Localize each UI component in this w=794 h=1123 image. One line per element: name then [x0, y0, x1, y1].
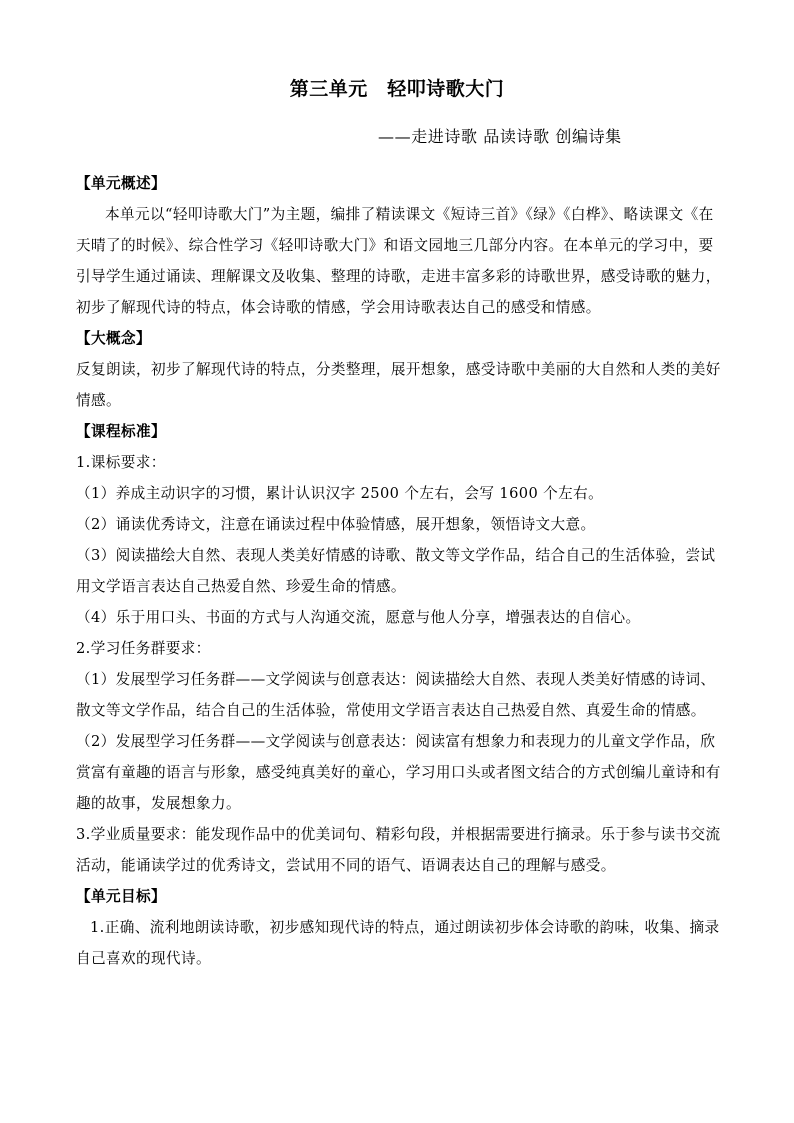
- section-heading-big-concept: 【大概念】: [76, 330, 151, 347]
- standards-item2-title: 2.学习任务群要求：: [76, 640, 211, 657]
- document-body: [76, 168, 728, 974]
- standards-item3: 3.学业质量要求：能发现作品中的优美词句、精彩句段，并根据需要进行摘录。乐于参与读书交流活动，能诵读学过的优秀诗文，尝试用不同的语气、语调表达自己的理解与感受。: [76, 826, 721, 874]
- goals-item1: 1.正确、流利地朗读诗歌，初步感知现代诗的特点，通过朗读初步体会诗歌的韵味，收集、摘录自己喜欢的现代诗。: [76, 919, 720, 967]
- section-heading-overview: 【单元概述】: [76, 175, 166, 192]
- standards-item1-sub: （2）诵读优秀诗文，注意在诵读过程中体验情感，展开想象，领悟诗文大意。: [76, 516, 596, 533]
- standards-item1-sub: （4）乐于用口头、书面的方式与人沟通交流，愿意与他人分享，增强表达的自信心。: [76, 609, 641, 626]
- standards-item2-sub: （1）发展型学习任务群——文学阅读与创意表达：阅读描绘大自然、表现人类美好情感的诗词、散文等文学作品，结合自己的生活体验，常使用文学语言表达自己热爱自然、真爱生命的情感。: [76, 671, 716, 719]
- standards-item1-sub: （3）阅读描绘大自然、表现人类美好情感的诗歌、散文等文学作品，结合自己的生活体验，尝试用文学语言表达自己热爱自然、珍爱生命的情感。: [76, 547, 716, 595]
- overview-paragraph: 本单元以“轻叩诗歌大门”为主题，编排了精读课文《短诗三首》《绿》《白桦》、略读课文《在天晴了的时候》、综合性学习《轻叩诗歌大门》和语文园地三几部分内容。在本单元的学习中，要引导学生通过诵读、理解课文及收集、整理的诗歌，走进丰富多彩的诗歌世界，感受诗歌的魅力，初步了解现代诗的特点，体会诗歌的情感，学会用诗歌表达自己的感受和情感。: [76, 206, 721, 316]
- document-title: 第三单元 轻叩诗歌大门: [289, 78, 505, 100]
- standards-item1-sub: （1）养成主动识字的习惯，累计认识汉字 2500 个左右，会写 1600 个左右。: [76, 485, 604, 502]
- section-heading-goals: 【单元目标】: [76, 888, 166, 905]
- standards-item2-sub: （2）发展型学习任务群——文学阅读与创意表达：阅读富有想象力和表现力的儿童文学作品，欣赏富有童趣的语言与形象，感受纯真美好的童心，学习用口头或者图文结合的方式创编儿童诗和有趣的故事，发展想象力。: [76, 733, 721, 812]
- section-heading-standards: 【课程标准】: [76, 423, 166, 440]
- standards-item1-title: 1.课标要求：: [76, 454, 166, 471]
- big-concept-paragraph: 反复朗读，初步了解现代诗的特点，分类整理，展开想象，感受诗歌中美丽的大自然和人类的美好情感。: [76, 361, 721, 409]
- document-subtitle: ——走进诗歌 品读诗歌 创编诗集: [378, 127, 622, 146]
